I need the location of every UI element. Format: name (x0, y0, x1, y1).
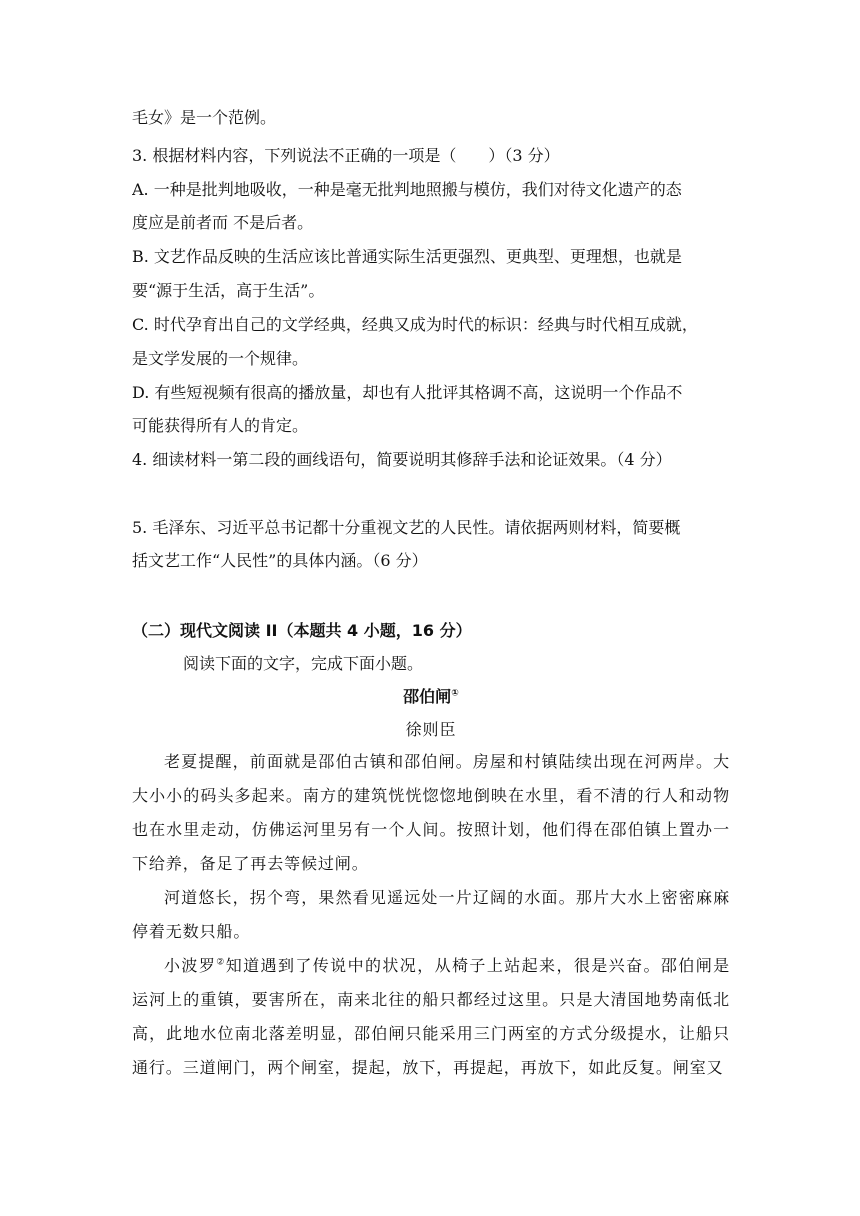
question-5-line-1: 5. 毛泽东、习近平总书记都十分重视文艺的人民性。请依据两则材料，简要概 (132, 518, 681, 537)
article-title (132, 686, 730, 708)
article-paragraph-2: 河道悠长，拐个弯，果然看见遥远处一片辽阔的水面。那片大水上密密麻麻停着无数只船。 (132, 888, 730, 941)
option-b-line-1: B. 文艺作品反映的生活应该比普通实际生活更强烈、更典型、更理想，也就是 (132, 247, 682, 266)
option-a-line-1: A. 一种是批判地吸收，一种是毫无批判地照搬与模仿，我们对待文化遗产的态 (132, 180, 682, 199)
option-c-line-1: C. 时代孕育出自己的文学经典，经典又成为时代的标识：经典与时代相互成就， (132, 315, 698, 334)
paragraph-3-footnote-marker: ② (216, 957, 226, 968)
article-paragraph-3 (132, 949, 730, 1085)
paragraph-3-start: 小波罗 (164, 956, 217, 975)
section-heading: （二）现代文阅读 II（本题共 4 小题，16 分） (132, 621, 472, 640)
title-footnote-marker: ① (451, 688, 459, 699)
paragraph-3-rest: 知道遇到了传说中的状况，从椅子上站起来，很是兴奋。邵伯闸是运河上的重镇，要害所在，南来北往的船只都经过这里。只是大清国地势南低北高，此地水位南北落差明显，邵伯闸只能采用三门两室的方式分级提水，让船只通行。三道闸门，两个闸室，提起，放下，再提起，再放下，如此反复。闸室又 (132, 956, 730, 1077)
question-3: 3. 根据材料内容，下列说法不正确的一项是（ ）（3 分） (132, 146, 560, 165)
title-text: 邵伯闸 (403, 687, 452, 706)
option-d-line-1: D. 有些短视频有很高的播放量，却也有人批评其格调不高，这说明一个作品不 (132, 383, 683, 402)
reading-instruction: 阅读下面的文字，完成下面小题。 (183, 654, 424, 673)
article-paragraph-1: 老夏提醒，前面就是邵伯古镇和邵伯闸。房屋和村镇陆续出现在河两岸。大大小小的码头多起来。南方的建筑恍恍惚惚地倒映在水里，看不清的行人和动物也在水里走动，仿佛运河里另有一个人间。按照计划，他们得在邵伯镇上置办一下给养，备足了再去等候过闸。 (132, 752, 730, 873)
question-5-line-2: 括文艺工作“人民性”的具体内涵。（6 分） (132, 551, 428, 570)
article-author: 徐则臣 (405, 720, 457, 739)
continued-line: 毛女》是一个范例。 (132, 108, 277, 127)
option-a-line-2: 度应是前者而 不是后者。 (132, 213, 314, 232)
option-b-line-2: 要“源于生活，高于生活”。 (132, 281, 325, 300)
option-d-line-2: 可能获得所有人的肯定。 (132, 416, 309, 435)
option-c-line-2: 是文学发展的一个规律。 (132, 349, 309, 368)
question-4: 4. 细读材料一第二段的画线语句，简要说明其修辞手法和论证效果。（4 分） (132, 450, 672, 469)
